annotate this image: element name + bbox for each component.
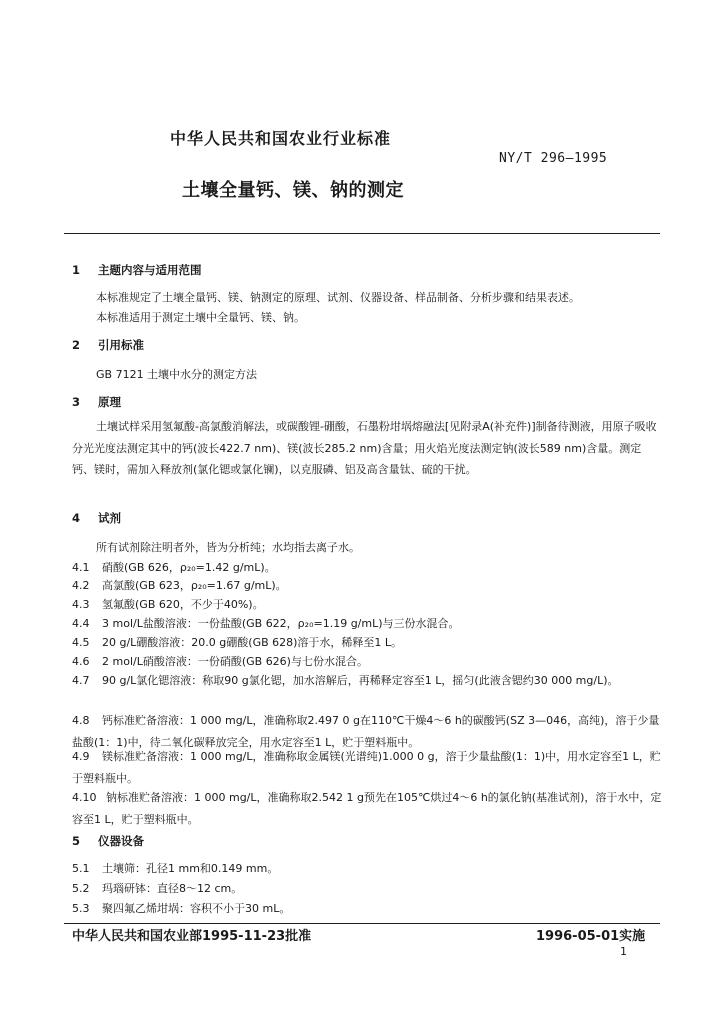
section-2-heading [72,337,144,353]
reagent-item: 4.4 3 mol/L盐酸溶液：一份盐酸(GB 622，ρ₂₀=1.19 g/mL)与三份水混合。 [72,617,460,630]
reference-standard: GB 7121 土壤中水分的测定方法 [96,368,258,381]
section-title: 试剂 [98,511,121,525]
section-5-heading [72,833,144,849]
section-1-paragraph-2: 本标准适用于测定土壤中全量钙、镁、钠。 [96,311,305,324]
section-1-paragraph-1: 本标准规定了土壤全量钙、镁、钠测定的原理、试剂、仪器设备、样品制备、分析步骤和结果表述。 [96,291,580,304]
header-divider [64,233,660,234]
equipment-item: 5.3 聚四氟乙烯坩埚：容积不小于30 mL。 [72,902,291,915]
section-1-heading [72,262,202,278]
section-number: 1 [72,263,81,277]
approval-line: 中华人民共和国农业部1995-11-23批准 [72,929,312,944]
section-title: 原理 [98,395,121,409]
standard-code: NY/T 296—1995 [499,151,608,166]
issuing-organization: 中华人民共和国农业行业标准 [170,129,392,148]
reagent-item: 4.6 2 mol/L硝酸溶液：一份硝酸(GB 626)与七份水混合。 [72,655,368,668]
equipment-item: 5.2 玛瑙研钵：直径8～12 cm。 [72,882,243,895]
reagent-item: 4.8 钙标准贮备溶液：1 000 mg/L，准确称取2.497 0 g在110℃干燥4～6 h的碳酸钙(SZ 3—046，高纯)，溶于少量盐酸(1：1)中，待二氧化碳释放完全，用水定容至1 L，贮于塑料瓶中。 [72,714,660,749]
equipment-item: 5.1 土壤筛：孔径1 mm和0.149 mm。 [72,862,279,875]
page-number: 1 [620,945,627,958]
reagent-item: 4.1 硝酸(GB 626，ρ₂₀=1.42 g/mL)。 [72,561,276,574]
section-title: 引用标准 [98,338,144,352]
section-number: 3 [72,395,81,409]
reagent-item: 4.10 钠标准贮备溶液：1 000 mg/L，准确称取2.542 1 g预先在105℃烘过4～6 h的氯化钠(基准试剂)，溶于水中，定容至1 L，贮于塑料瓶中。 [72,791,662,826]
section-3-heading [72,394,121,410]
reagent-item: 4.7 90 g/L氯化锶溶液：称取90 g氯化锶，加水溶解后，再稀释定容至1 L，摇匀(此液含锶约30 000 mg/L)。 [72,674,619,687]
reagent-item: 4.2 高氯酸(GB 623，ρ₂₀=1.67 g/mL)。 [72,579,287,592]
reagent-item: 4.9 镁标准贮备溶液：1 000 mg/L，准确称取金属镁(光谱纯)1.000 0 g，溶于少量盐酸(1：1)中，用水定容至1 L，贮于塑料瓶中。 [72,750,661,785]
section-title: 主题内容与适用范围 [98,263,202,277]
reagent-item: 4.5 20 g/L硼酸溶液：20.0 g硼酸(GB 628)溶于水，稀释至1 L。 [72,636,403,649]
implementation-date: 1996-05-01实施 [536,929,646,944]
section-3-paragraph: 土壤试样采用氢氟酸-高氯酸消解法，或碳酸锂-硼酸，石墨粉坩埚熔融法[见附录A(补充件)]制备待测液，用原子吸收分光光度法测定其中的钙(波长422.7 nm)、镁(波长285.2 nm)含量；用火焰光度法测定钠(波长589 nm)含量。测定钙、镁时，需加入释放剂(氯化锶或氯化镧)，以克服磷、铝及高含量钛、硫的干扰。 [72,420,657,476]
reagent-item: 4.3 氢氟酸(GB 620，不少于40%)。 [72,598,264,611]
section-number: 5 [72,834,81,848]
document-title: 土壤全量钙、镁、钠的测定 [182,180,404,201]
section-number: 4 [72,511,81,525]
section-title: 仪器设备 [98,834,144,848]
section-4-intro: 所有试剂除注明者外，皆为分析纯；水均指去离子水。 [96,541,360,554]
section-number: 2 [72,338,81,352]
section-4-heading [72,510,121,526]
footer-divider [64,923,660,924]
